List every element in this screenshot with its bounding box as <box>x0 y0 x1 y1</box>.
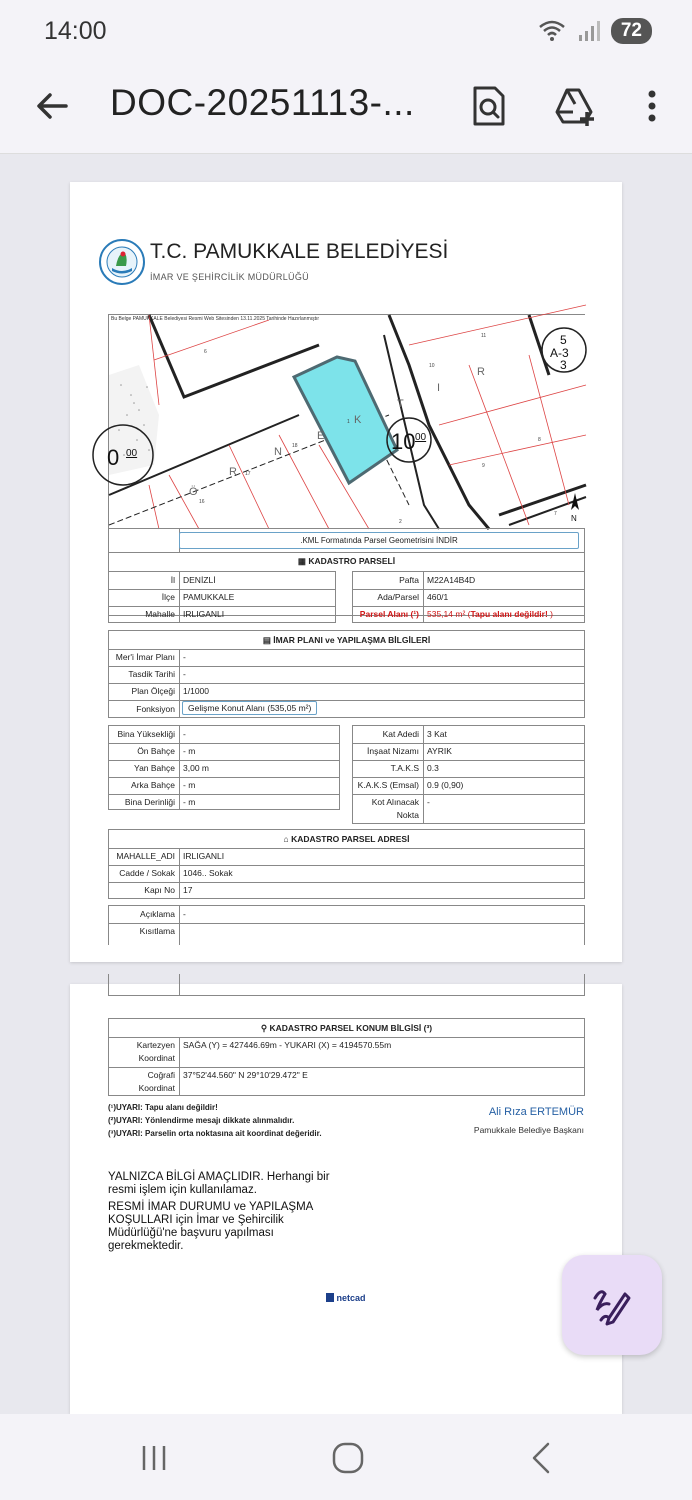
warning-1 <box>108 1103 218 1112</box>
info-only-notice: YALNIZCA BİLGİ AMAÇLIDIR. Herhangi bir resmi işlem için kullanılamaz. <box>108 1171 330 1196</box>
map-zoning-number: 0 <box>107 445 120 470</box>
taks-value: 0.3 <box>427 763 439 773</box>
kapi-no-value: 17 <box>183 885 193 895</box>
map-label: 6 <box>204 349 207 355</box>
warning-3-tag: UYARI: <box>116 1129 143 1138</box>
more-options-icon[interactable] <box>630 84 674 128</box>
il-label: İl <box>170 575 175 585</box>
taks-label: T.A.K.S <box>390 763 419 773</box>
warning-1-text: Tapu alanı değildir! <box>142 1103 218 1112</box>
kartezyen-value: SAĞA (Y) = 427446.69m - YUKARI (X) = 4194570.55m <box>183 1040 392 1050</box>
document-page-1 <box>70 182 622 962</box>
organization-subtitle: İMAR VE ŞEHİRCİLİK MÜDÜRLÜĞÜ <box>150 272 309 282</box>
yan-bahce-value: 3,00 m <box>183 763 209 773</box>
on-bahce-label: Ön Bahçe <box>137 746 175 756</box>
grid-icon: ▦ <box>297 556 306 566</box>
netcad-logo <box>326 1293 366 1303</box>
status-time: 14:00 <box>44 17 107 45</box>
organization-title: T.C. PAMUKKALE BELEDİYESİ <box>150 240 449 263</box>
tasdik-label: Tasdik Tarihi <box>128 669 175 679</box>
fonksiyon-label: Fonksiyon <box>136 704 175 714</box>
imar-plani-label: Mer'i İmar Planı <box>115 652 175 662</box>
kartezyen-label-2: Koordinat <box>138 1053 175 1063</box>
map-label: 10 <box>429 363 435 369</box>
map-label: 8 <box>538 437 541 443</box>
kadastro-left-table <box>108 571 336 623</box>
home-button-icon[interactable] <box>328 1438 368 1478</box>
adres-panel <box>108 829 585 899</box>
kml-download-button[interactable]: .KML Formatında Parsel Geometrisini İNDİR <box>179 532 579 549</box>
parsel-alani-amount: 535,14 m² <box>427 609 466 619</box>
parcel-map[interactable] <box>108 314 585 528</box>
kapi-no-label: Kapı No <box>144 885 175 895</box>
parsel-alani-value <box>427 609 553 619</box>
kat-adedi-label: Kat Adedi <box>382 729 419 739</box>
street-letter: R <box>229 466 237 478</box>
street-letter: I <box>437 382 441 394</box>
il-value: DENİZLİ <box>183 575 216 585</box>
north-label: N <box>571 514 577 523</box>
mahalle-adi-label: MAHALLE_ADI <box>116 851 175 861</box>
kadastro-section-header <box>109 556 584 567</box>
warning-2-num: (²) <box>108 1116 116 1125</box>
cografi-label-2: Koordinat <box>138 1083 175 1093</box>
street-letter: K <box>354 414 362 426</box>
cografi-label-1: Coğrafi <box>147 1070 175 1080</box>
map-canvas <box>109 315 586 529</box>
insaat-nizami-value: AYRIK <box>427 746 452 756</box>
insaat-nizami-label: İnşaat Nizamı <box>367 746 419 756</box>
bina-yuksekligi-value: - <box>183 729 186 739</box>
parsel-alani-note: Tapu alanı değildir! <box>470 609 548 619</box>
aciklama-label: Açıklama <box>140 909 175 919</box>
imar-title: İMAR PLANI ve YAPILAŞMA BİLGİLERİ <box>273 635 431 645</box>
official-notice: RESMİ İMAR DURUMU ve YAPILAŞMA KOŞULLARI için İmar ve Şehircilik Müdürlüğü'ne başvuru yapılması gerekmektedir. <box>108 1201 313 1252</box>
parsel-alani-note-open: ( <box>465 609 471 619</box>
back-arrow-icon[interactable] <box>30 84 74 128</box>
continued-table <box>108 974 585 996</box>
cografi-value: 37°52'44.560" N 29°10'29.472" E <box>183 1070 308 1080</box>
yan-bahce-label: Yan Bahçe <box>134 763 175 773</box>
ada-parsel-value: 460/1 <box>427 592 449 602</box>
parsel-alani-label: Parsel Alanı (¹) <box>359 609 419 619</box>
map-caption: Bu Belge PAMUKKALE Belediyesi Resmi Web Sitesinden 13.11.2025 Tarihinde Hazırlanmıştır <box>111 316 320 322</box>
map-zoning-sup: 00 <box>126 448 138 459</box>
arka-bahce-value: - m <box>183 780 196 790</box>
mahalle-value: IRLIGANLI <box>183 609 225 619</box>
konum-title: KADASTRO PARSEL KONUM BİLGİSİ (³) <box>269 1023 433 1033</box>
map-label: 9 <box>482 463 485 469</box>
kot-label-2: Nokta <box>396 810 419 820</box>
kadastro-title: KADASTRO PARSELİ <box>308 556 396 566</box>
map-label: 18 <box>292 443 298 449</box>
konum-section-header <box>109 1023 584 1034</box>
map-label: 17 <box>245 471 251 477</box>
kat-adedi-value: 3 Kat <box>427 729 447 739</box>
kisitlama-label: Kısıtlama <box>139 926 175 936</box>
drive-add-icon[interactable] <box>553 84 597 128</box>
warning-2-tag: UYARI: <box>116 1116 143 1125</box>
app-bar <box>0 62 692 154</box>
cadde-sokak-label: Cadde / Sokak <box>119 868 175 878</box>
warning-1-num: (¹) <box>108 1103 116 1112</box>
building-icon: ▤ <box>262 635 271 645</box>
map-sheet-top: 5 <box>560 333 567 347</box>
kaks-value: 0.9 (0,90) <box>427 780 464 790</box>
home-icon: ⌂ <box>283 834 289 844</box>
pafta-value: M22A14B4D <box>427 575 476 585</box>
netcad-label: netcad <box>336 1293 366 1303</box>
tasdik-value: - <box>183 669 186 679</box>
imar-panel <box>108 630 585 718</box>
konum-panel <box>108 1018 585 1096</box>
street-letter: T <box>397 398 404 410</box>
map-label: 11 <box>481 333 487 339</box>
map-label: 1 <box>347 419 350 425</box>
kaks-label: K.A.K.S (Emsal) <box>357 780 419 790</box>
warning-3-num: (³) <box>108 1129 116 1138</box>
kot-label-1: Kot Alınacak <box>371 797 419 807</box>
bina-derinligi-label: Bina Derinliği <box>124 797 175 807</box>
imar-section-header <box>109 635 584 646</box>
on-bahce-value: - m <box>183 746 196 756</box>
pen-scribble-icon <box>591 1284 633 1326</box>
warning-3 <box>108 1129 322 1138</box>
kot-value: - <box>427 797 430 807</box>
street-letter: Ö <box>189 486 198 498</box>
document-title: DOC-20251113-... <box>110 82 415 123</box>
mayor-name: Ali Rıza ERTEMÜR <box>488 1106 584 1118</box>
map-label: 7 <box>554 511 557 517</box>
adres-section-header <box>109 834 584 844</box>
warning-2 <box>108 1116 294 1125</box>
document-page-2 <box>70 984 622 1414</box>
signal-icon <box>577 19 601 43</box>
cadde-sokak-value: 1046.. Sokak <box>183 868 233 878</box>
back-nav-icon[interactable] <box>522 1438 562 1478</box>
location-pin-icon: ⚲ <box>260 1023 268 1033</box>
warning-1-tag: UYARI: <box>116 1103 143 1112</box>
municipality-logo-icon <box>98 238 146 286</box>
ada-parsel-label: Ada/Parsel <box>377 592 419 602</box>
map-zoning-number: 10 <box>391 429 416 454</box>
warning-2-text: Yönlendirme mesajı dikkate alınmalıdır. <box>142 1116 295 1125</box>
street-letter: N <box>274 446 282 458</box>
adres-title: KADASTRO PARSEL ADRESİ <box>291 834 410 844</box>
plan-olcegi-value: 1/1000 <box>183 686 209 696</box>
edit-fab-button[interactable] <box>562 1255 662 1355</box>
battery-indicator: 72 <box>611 18 652 44</box>
warning-3-text: Parselin orta noktasına ait koordinat değeridir. <box>142 1129 322 1138</box>
plan-olcegi-label: Plan Ölçeği <box>131 686 175 696</box>
mahalle-adi-value: IRLIGANLI <box>183 851 225 861</box>
map-label: 2 <box>399 519 402 525</box>
wifi-icon <box>537 19 567 43</box>
street-letter: R <box>477 366 485 378</box>
bina-yuksekligi-label: Bina Yüksekliği <box>117 729 175 739</box>
kartezyen-label-1: Kartezyen <box>136 1040 175 1050</box>
kadastro-right-table <box>352 571 585 623</box>
map-sheet-mid: A-3 <box>550 346 569 360</box>
fonksiyon-button[interactable]: Gelişme Konut Alanı (535,05 m²) <box>182 701 317 715</box>
street-letter: E <box>317 430 325 442</box>
yapilasma-right-table <box>352 725 585 824</box>
map-sheet-bot: 3 <box>560 358 567 372</box>
pafta-label: Pafta <box>399 575 419 585</box>
status-icons <box>537 18 652 44</box>
ilce-label: İlçe <box>161 592 175 602</box>
yapilasma-left-table <box>108 725 340 810</box>
ilce-value: PAMUKKALE <box>183 592 235 602</box>
map-label: 16 <box>199 499 205 505</box>
bina-derinligi-value: - m <box>183 797 196 807</box>
arka-bahce-label: Arka Bahçe <box>131 780 175 790</box>
search-document-icon[interactable] <box>467 84 511 128</box>
parsel-alani-note-close: ) <box>547 609 553 619</box>
recent-apps-icon[interactable] <box>134 1438 174 1478</box>
system-navigation-bar <box>0 1414 692 1500</box>
status-bar <box>0 0 692 62</box>
imar-plani-value: - <box>183 652 186 662</box>
netcad-icon <box>326 1293 334 1302</box>
mayor-title: Pamukkale Belediye Başkanı <box>473 1125 584 1135</box>
map-zoning-sup: 00 <box>415 432 427 443</box>
aciklama-panel <box>108 905 585 945</box>
mahalle-label: Mahalle <box>145 609 175 619</box>
aciklama-value: - <box>183 909 186 919</box>
